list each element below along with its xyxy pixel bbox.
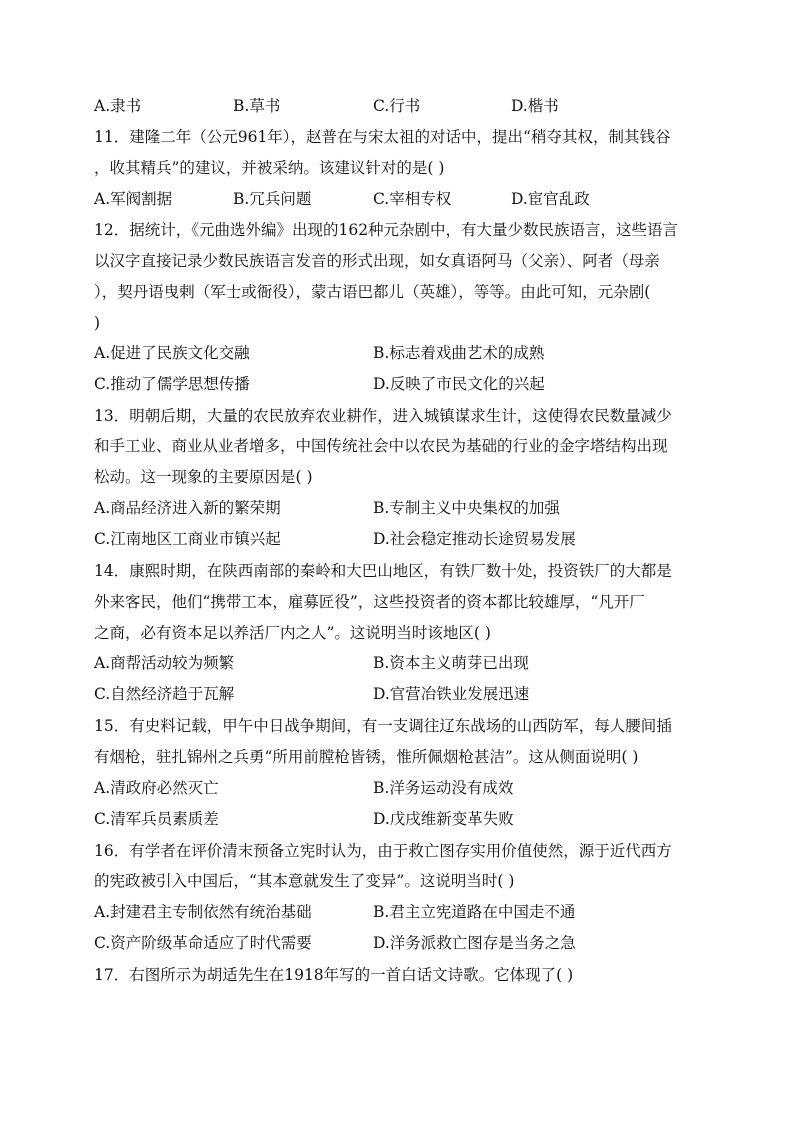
q13-stem-line-1: 13．明朝后期，大量的农民放弃农业耕作，进入城镇谋求生计，这使得农民数量减少 bbox=[94, 407, 672, 425]
q10-option-b[interactable]: B.草书 bbox=[233, 97, 281, 115]
q13-option-b[interactable]: B.专制主义中央集权的加强 bbox=[373, 499, 560, 517]
q11-options bbox=[94, 189, 714, 209]
q13-stem-line-3: 松动。这一现象的主要原因是( ) bbox=[94, 468, 313, 486]
q15-stem-line-1: 15．有史料记载，甲午中日战争期间，有一支调往辽东战场的山西防军，每人腰间插 bbox=[94, 717, 672, 735]
q11-option-c[interactable]: C.宰相专权 bbox=[373, 190, 452, 208]
q14-option-d[interactable]: D.官营冶铁业发展迅速 bbox=[373, 685, 530, 703]
q11-option-b[interactable]: B.冗兵问题 bbox=[233, 190, 312, 208]
q15-option-b[interactable]: B.洋务运动没有成效 bbox=[373, 779, 514, 797]
q12-option-c[interactable]: C.推动了儒学思想传播 bbox=[94, 375, 250, 393]
q16-options-row-1 bbox=[94, 902, 714, 922]
q10-option-c[interactable]: C.行书 bbox=[373, 97, 421, 115]
q11-option-a[interactable]: A.军阀割据 bbox=[94, 190, 173, 208]
q15-options-row-1 bbox=[94, 778, 714, 798]
q16-option-b[interactable]: B.君主立宪道路在中国走不通 bbox=[373, 903, 576, 921]
q16-stem-line-2: 的宪政被引入中国后，“其本意就发生了变异”。这说明当时( ) bbox=[94, 872, 515, 890]
q12-options-row-2 bbox=[94, 374, 714, 394]
q12-stem-line-2: 以汉字直接记录少数民族语言发音的形式出现，如女真语阿马（父亲）、阿者（母亲 bbox=[94, 252, 660, 270]
q14-stem-line-2: 外来客民，他们“携带工本，雇募匠役”，这些投资者的资本都比较雄厚，“凡开厂 bbox=[94, 593, 645, 611]
q13-option-d[interactable]: D.社会稳定推动长途贸易发展 bbox=[373, 530, 576, 548]
q12-options-row-1 bbox=[94, 343, 714, 363]
q15-option-d[interactable]: D.戊戌维新变革失败 bbox=[373, 810, 514, 828]
q10-options bbox=[94, 96, 714, 116]
q12-option-b[interactable]: B.标志着戏曲艺术的成熟 bbox=[373, 344, 545, 362]
q14-stem-line-1: 14．康熙时期，在陕西南部的秦岭和大巴山地区，有铁厂数十处，投资铁厂的大都是 bbox=[94, 562, 672, 580]
q10-option-a[interactable]: A.隶书 bbox=[94, 97, 142, 115]
q17-stem-line-1: 17．右图所示为胡适先生在1918年写的一首白话文诗歌。它体现了( ) bbox=[94, 966, 574, 984]
q15-stem-line-2: 有烟枪，驻扎锦州之兵勇“所用前膛枪皆锈，惟所佩烟枪甚洁”。这从侧面说明( ) bbox=[94, 748, 639, 766]
q16-stem-line-1: 16．有学者在评价清末预备立宪时认为，由于救亡图存实用价值使然，源于近代西方 bbox=[94, 842, 672, 860]
q13-options-row-2 bbox=[94, 529, 714, 549]
q11-option-d[interactable]: D.宦官乱政 bbox=[511, 190, 590, 208]
q16-options-row-2 bbox=[94, 933, 714, 953]
q14-option-b[interactable]: B.资本主义萌芽已出现 bbox=[373, 654, 529, 672]
q14-option-c[interactable]: C.自然经济趋于瓦解 bbox=[94, 685, 235, 703]
q13-option-a[interactable]: A.商品经济进入新的繁荣期 bbox=[94, 499, 281, 517]
q12-stem-line-1: 12．据统计，《元曲选外编》出现的162种元杂剧中，有大量少数民族语言，这些语言 bbox=[94, 221, 679, 239]
q15-option-a[interactable]: A.清政府必然灭亡 bbox=[94, 779, 219, 797]
q16-option-a[interactable]: A.封建君主专制依然有统治基础 bbox=[94, 903, 312, 921]
q10-option-d[interactable]: D.楷书 bbox=[511, 97, 559, 115]
q14-options-row-2 bbox=[94, 684, 714, 704]
q12-stem-line-3: ），契丹语曳剌（军士或衙役），蒙古语巴都儿（英雄），等等。由此可知，元杂剧( bbox=[94, 283, 651, 301]
q15-options-row-2 bbox=[94, 809, 714, 829]
q13-stem-line-2: 和手工业、商业从业者增多，中国传统社会中以农民为基础的行业的金字塔结构出现 bbox=[94, 437, 668, 455]
q16-option-c[interactable]: C.资产阶级革命适应了时代需要 bbox=[94, 934, 312, 952]
q12-stem-line-4: ) bbox=[94, 314, 101, 332]
q11-stem-line-2: ，收其精兵”的建议，并被采纳。该建议针对的是( ) bbox=[94, 159, 445, 177]
q12-option-a[interactable]: A.促进了民族文化交融 bbox=[94, 344, 250, 362]
q16-option-d[interactable]: D.洋务派救亡图存是当务之急 bbox=[373, 934, 576, 952]
q11-stem-line-1: 11．建隆二年（公元961年），赵普在与宋太祖的对话中，提出“稍夺其权，制其钱谷 bbox=[94, 128, 671, 146]
q12-option-d[interactable]: D.反映了市民文化的兴起 bbox=[373, 375, 545, 393]
q15-option-c[interactable]: C.清军兵员素质差 bbox=[94, 810, 219, 828]
q13-option-c[interactable]: C.江南地区工商业市镇兴起 bbox=[94, 530, 281, 548]
q14-options-row-1 bbox=[94, 653, 714, 673]
q14-option-a[interactable]: A.商帮活动较为频繁 bbox=[94, 654, 235, 672]
q14-stem-line-3: 之商，必有资本足以养活厂内之人”。这说明当时该地区( ) bbox=[94, 624, 491, 642]
q13-options-row-1 bbox=[94, 498, 714, 518]
